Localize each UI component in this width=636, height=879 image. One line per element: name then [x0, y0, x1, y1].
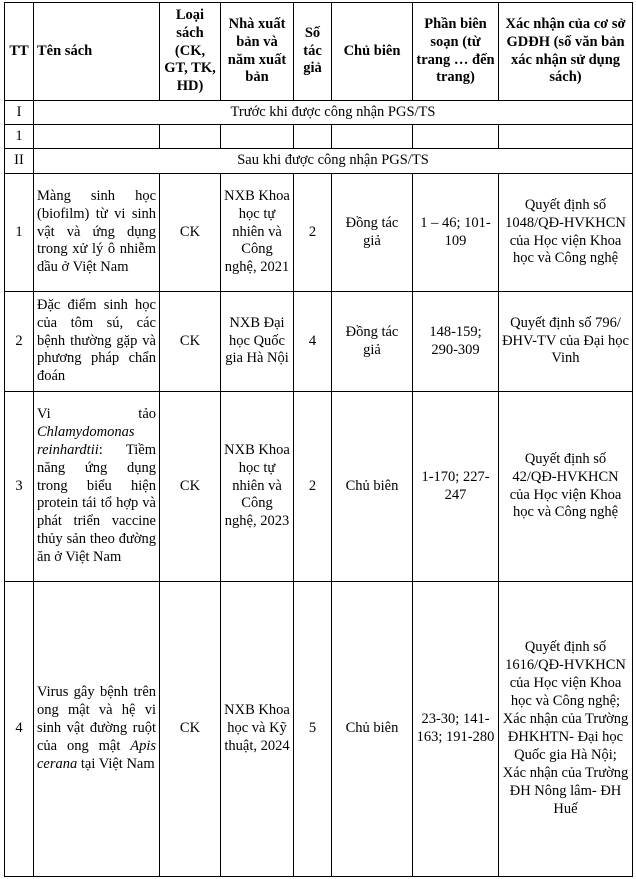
author-role: Chủ biên: [332, 392, 413, 582]
publisher: NXB Khoa học tự nhiên và Công nghệ, 2021: [221, 174, 294, 292]
author-role: Đồng tác giả: [332, 174, 413, 292]
header-loai-sach: Loại sách (CK, GT, TK, HD): [160, 3, 221, 101]
title-suffix: tại Việt Nam: [80, 755, 155, 772]
author-count: 4: [294, 292, 332, 392]
book-type: CK: [160, 392, 221, 582]
author-count: 2: [294, 392, 332, 582]
confirmation-line: Xác nhận của Trường ĐHKHTN- Đại học Quốc gia Hà Nội;: [502, 711, 629, 763]
row-tt: 2: [5, 292, 34, 392]
confirmation-line: Xác nhận của Trường ĐH Nông lâm- ĐH Huế: [502, 764, 629, 817]
pages: 1 – 46; 101-109: [413, 174, 499, 292]
confirmation-line: Quyết định số 1616/QĐ-HVKHCN của Học viện Khoa học và Công nghệ;: [505, 639, 626, 710]
table-row: [5, 174, 633, 292]
book-title: [34, 582, 160, 877]
empty-cell: [34, 125, 160, 149]
confirmation-line: Quyết định số 42/QĐ-HVKHCN của Học viện Khoa học và Công nghệ: [509, 450, 622, 521]
header-tt: TT: [5, 3, 34, 101]
author-count: 5: [294, 582, 332, 877]
blank-row: [5, 125, 633, 149]
author-role: Đồng tác giả: [332, 292, 413, 392]
header-phan-bien-soan: Phần biên soạn (từ trang … đến trang): [413, 3, 499, 101]
author-role: Chủ biên: [332, 582, 413, 877]
title-suffix: : Tiềm năng ứng dụng trong biểu hiện protein tái tổ hợp và phát triển vaccine thủy sản theo đường ăn ở Việt Nam: [37, 441, 156, 566]
book-type: CK: [160, 582, 221, 877]
header-ten-sach: Tên sách: [34, 3, 160, 101]
pages: 23-30; 141-163; 191-280: [413, 582, 499, 877]
section-title: Trước khi được công nhận PGS/TS: [34, 101, 633, 125]
empty-cell: [499, 125, 633, 149]
confirmation-line: Quyết định số 1048/QĐ-HVKHCN của Học viện Khoa học và Công nghệ: [505, 196, 626, 267]
book-table: [4, 2, 633, 877]
book-title: Đặc điểm sinh học của tôm sú, các bệnh thường gặp và phương pháp chẩn đoán: [34, 292, 160, 392]
header-xac-nhan: Xác nhận của cơ sở GDĐH (số văn bản xác nhận sử dụng sách): [499, 3, 633, 101]
confirmation: [499, 582, 633, 877]
row-tt: 3: [5, 392, 34, 582]
book-type: CK: [160, 174, 221, 292]
section-label: I: [5, 101, 34, 125]
species-name: Apis cerana: [37, 737, 156, 772]
confirmation: [499, 392, 633, 582]
title-prefix: Vi tảo: [37, 405, 156, 422]
author-count: 2: [294, 174, 332, 292]
section-row-before: [5, 101, 633, 125]
empty-cell: [332, 125, 413, 149]
pages: 148-159; 290-309: [413, 292, 499, 392]
table-row: [5, 582, 633, 877]
empty-cell: [221, 125, 294, 149]
table-row: [5, 392, 633, 582]
empty-cell: [413, 125, 499, 149]
pages: 1-170; 227-247: [413, 392, 499, 582]
header-chu-bien: Chủ biên: [332, 3, 413, 101]
book-title: [34, 392, 160, 582]
publisher: NXB Đại học Quốc gia Hà Nội: [221, 292, 294, 392]
section-row-after: [5, 149, 633, 174]
section-label: II: [5, 149, 34, 174]
header-row: [5, 3, 633, 101]
row-tt: 1: [5, 174, 34, 292]
species-name: Chlamydomonas reinhardtii: [37, 423, 135, 458]
publisher: NXB Khoa học tự nhiên và Công nghệ, 2023: [221, 392, 294, 582]
book-title: Màng sinh học (biofilm) từ vi sinh vật và ứng dụng trong xử lý ô nhiễm dầu ở Việt Nam: [34, 174, 160, 292]
row-tt: 4: [5, 582, 34, 877]
table-row: [5, 292, 633, 392]
section-title: Sau khi được công nhận PGS/TS: [34, 149, 633, 174]
confirmation: [499, 174, 633, 292]
book-type: CK: [160, 292, 221, 392]
header-so-tac-gia: Số tác giả: [294, 3, 332, 101]
header-nxb: Nhà xuất bản và năm xuất bản: [221, 3, 294, 101]
blank-row-label: 1: [5, 125, 34, 149]
confirmation: [499, 292, 633, 392]
title-prefix: Virus gây bệnh trên ong mật và hệ vi sinh vật đường ruột của ong mật: [37, 684, 156, 754]
empty-cell: [160, 125, 221, 149]
publisher: NXB Khoa học và Kỹ thuật, 2024: [221, 582, 294, 877]
confirmation-line: Quyết định số 796/ĐHV-TV của Đại học Vinh: [502, 314, 629, 367]
empty-cell: [294, 125, 332, 149]
